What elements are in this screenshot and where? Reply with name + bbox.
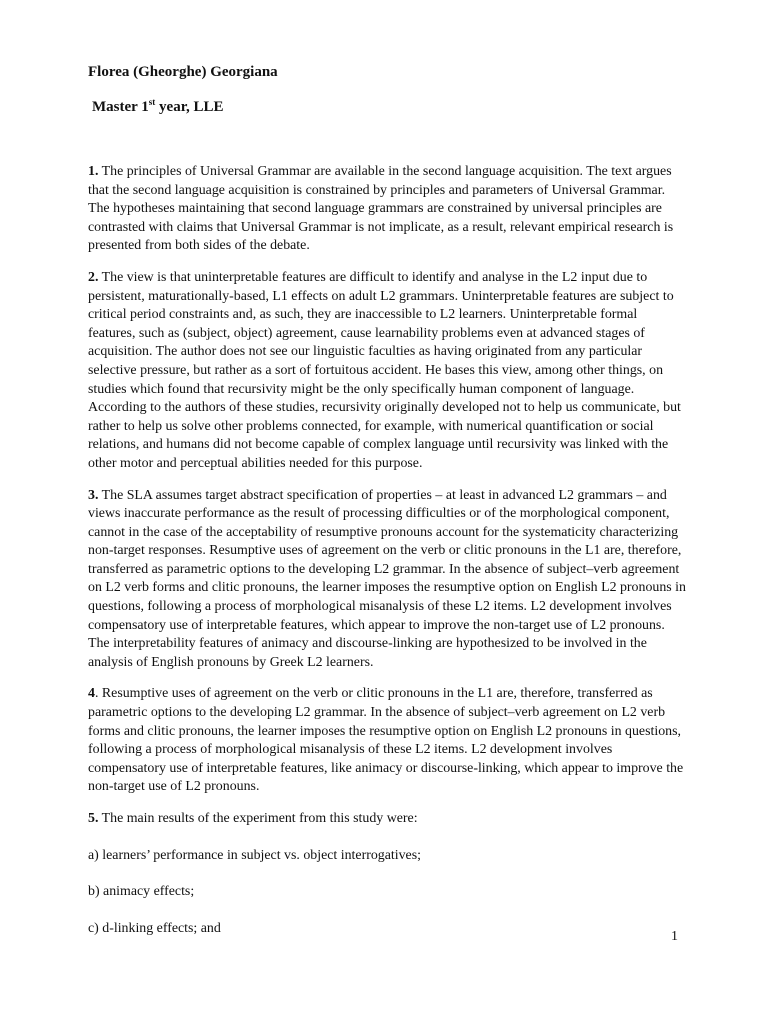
paragraph-text: The principles of Universal Grammar are available in the second language acquisition. The text argues that the second language acquisition is constrained by principles and parameters of Universal Grammar. The hypotheses maintaining that second language grammars are constrained by universal principles are contrasted with claims that Universal Grammar is not implicate, as a result, relevant empirical research is presented from both sides of the debate. [88,164,674,254]
paragraph-3 [88,487,688,673]
author-name: Florea (Gheorghe) Georgiana [88,64,278,80]
list-item-c: c) d-linking effects; and [88,920,221,936]
list-item-b: b) animacy effects; [88,884,195,900]
paragraph-text: The view is that uninterpretable features are difficult to identify and analyse in the L2 input due to persistent, maturationally-based, L1 effects on adult L2 grammars. Uninterpretable features are subject to critical period constraints and, as such, they are inaccessible to L2 learners. Uninterpretable formal features, such as (subject, object) agreement, cause learnability problems even at advanced stages of acquisition. The author does not see our linguistic faculties as having originated from any particular selective pressure, but rather as a sort of fortuitous accident. He bases this view, among other things, on studies which found that recursivity might be the only specifically human component of language. According to the authors of these studies, recursivity originally developed not to help us communicate, but rather to help us solve other problems connected, for example, with numerical quantification or social relations, and humans did not become capable of complex language until recursivity was linked with the other motor and perceptual abilities needed for this purpose. [88,269,681,471]
paragraph-text: . Resumptive uses of agreement on the verb or clitic pronouns in the L1 are, therefore, transferred as parametric options to the developing L2 grammar. In the absence of subject–verb agreement on L2 verb forms and clitic pronouns, the learner imposes the resumptive option on English L2 pronouns in questions, following a process of morphological misanalysis of these L2 items. L2 development involves compensatory use of interpretable features, like animacy or discourse-linking, which appear to improve the non-target use of L2 pronouns. [88,686,684,795]
program-suffix: year, LLE [155,99,224,115]
document-body [88,163,688,956]
paragraph-2 [88,269,688,474]
program-superscript: st [148,97,156,107]
paragraph-number: 3. [88,487,99,503]
paragraph-number: 5. [88,811,99,826]
program-line [92,99,224,116]
paragraph-5 [88,810,688,829]
program-prefix: Master 1 [92,99,149,115]
paragraph-number: 4 [88,686,95,702]
paragraph-text: The main results of the experiment from this study were: [98,811,418,826]
paragraph-number: 1. [88,164,99,179]
paragraph-number: 2. [88,269,99,285]
paragraph-1 [88,163,688,256]
paragraph-text: The SLA assumes target abstract specification of properties – at least in advanced L2 grammars – and views inaccurate performance as the result of processing difficulties or of the morphological component, cannot in the case of the acceptability of resumptive pronouns account for the systematicity characterizing non-target responses. Resumptive uses of agreement on the verb or clitic pronouns in the L1 are, therefore, transferred as parametric options to the developing L2 grammar. In the absence of subject–verb agreement on L2 verb forms and clitic pronouns, the learner imposes the resumptive option on English L2 pronouns in questions, following a process of morphological misanalysis of these L2 items. L2 development involves compensatory use of interpretable features, which appear to improve the non-target use of L2 pronouns. The interpretability features of animacy and discourse-linking are hypothesized to be involved in the analysis of English pronouns by Greek L2 learners. [88,487,686,670]
page-number: 1 [671,929,678,944]
paragraph-4 [88,685,688,797]
list-item-a: a) learners’ performance in subject vs. object interrogatives; [88,847,421,863]
